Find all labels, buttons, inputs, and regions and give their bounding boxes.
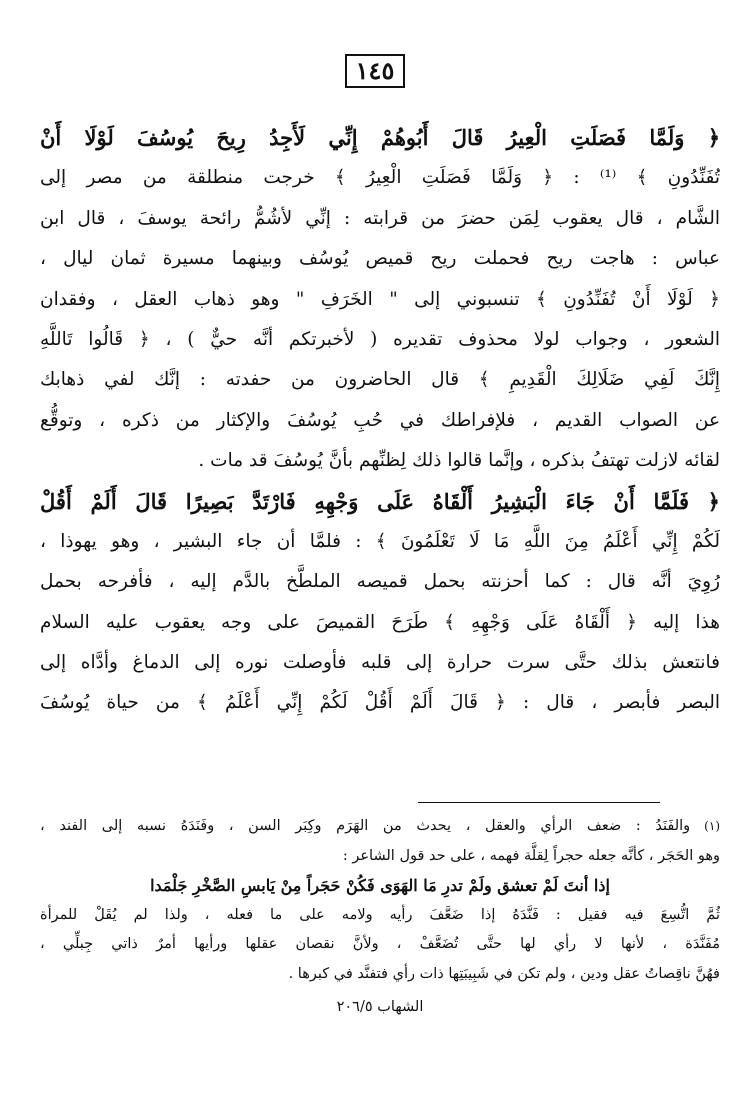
poem-verse: إذا أنتَ لَمْ تعشق ولَمْ تدرِ مَا الهَوَى فَكُنْ حَجَراً مِنْ يَابسِ الصَّخْرِ جَلْمَدا <box>150 876 610 895</box>
text-line: عباس : هاجت ريح فحملت ريح قميص يُوسُف وبينهما مسيرة ثمان ليال ، <box>40 248 720 270</box>
text-line: عن الصواب القديم ، فلإفراطك في حُبِ يُوسُفَ والإكثار من ذكره ، وتوقُّع <box>40 409 720 431</box>
text-line: لَكُمْ إِنِّي أَعْلَمُ مِنَ اللَّهِ مَا لَا تَعْلَمُونَ ﴾ : فلمَّا أن جاء البشير ، وهو يهوذا ، <box>40 530 720 552</box>
text-line: تُفَنِّدُونِ ﴾ ⁽¹⁾ : ﴿ وَلَمَّا فَصَلَتِ الْعِيرُ ﴾ خرجت منطلقة من مصر إلى <box>40 167 720 189</box>
footnote-line: وهو الحَجَر ، كأنَّه جعله حجراً لِقلَّة فهمه ، على حد قول الشاعر : <box>342 847 720 864</box>
verse-line: ﴿ فَلَمَّا أَنْ جَاءَ الْبَشِيرُ أَلْقَاهُ عَلَى وَجْهِهِ فَارْتَدَّ بَصِيرًا قَالَ أَلَمْ أَقُلْ <box>40 488 720 514</box>
text-line: الشعور ، وجواب لولا محذوف تقديره ( لأخبرتكم أنَّه حيٌّ ) ، ﴿ قَالُوا تَاللَّهِ <box>40 328 720 350</box>
text-line: لقائه لازلت تهتفُ بذكره ، وإنَّما قالوا ذلك لِظنِّهم بأنَّ يُوسُفَ قد مات . <box>198 450 720 472</box>
main-text <box>40 118 720 724</box>
text-line: البصر فأبصر ، قال : ﴿ قَالَ أَلَمْ أَقُلْ لَكُمْ إِنِّي أَعْلَمُ ﴾ من حياة يُوسُفَ <box>40 692 720 714</box>
footnote-marker: (١) <box>704 819 720 833</box>
text-line: ﴿ لَوْلَا أَنْ تُفَنِّدُونِ ﴾ تنسبوني إلى " الخَرَفِ " وهو ذهاب العقل ، وفقدان <box>40 288 720 310</box>
text-line: فانتعش بذلك حتَّى سرت حرارة إلى قلبه فأوصلت نوره إلى الدماغ وأدَّاه إلى <box>40 652 720 674</box>
footnotes <box>40 812 720 1023</box>
footnote-line: ثُمَّ اتُّسِعَ فيه فقيل : فَنَّدَهُ إذا ضَعَّفَ رأيه ولامه على ما فعله ، ولذا لم يُقَلْ للمرأة <box>40 906 720 923</box>
verse-line: ﴿ وَلَمَّا فَصَلَتِ الْعِيرُ قَالَ أَبُوهُمْ إِنِّي لَأَجِدُ رِيحَ يُوسُفَ لَوْلَا أَنْ <box>40 125 720 150</box>
text-line: الشَّام ، قال يعقوب لِمَن حضرَ من قرابته : إنِّي لأشُمُّ رائحة يوسفَ ، قال ابن <box>40 207 720 229</box>
footnote-text: والفَنَدُ : ضعف الرأي والعقل ، يحدث من الهَرَم وكِبَر السن ، وفَنَدَهُ نسبه إلى الفند ، <box>40 818 691 834</box>
footnote-line <box>40 812 720 842</box>
footnote-source: الشهاب ٢٠٦/٥ <box>336 999 424 1015</box>
text-line: إِنَّكَ لَفِي ضَلَالِكَ الْقَدِيمِ ﴾ قال الحاضرون من حفدته : إنَّك لفي ذهابك <box>40 369 720 391</box>
text-line: هذا إليه ﴿ أَلْقَاهُ عَلَى وَجْهِهِ ﴾ طَرَحَ القميصَ على وجه يعقوب عليه السلام <box>40 611 720 633</box>
footnote-line: فهُنَّ ناقِصاتُ عقل ودين ، ولم تكن في شَبِيبَتِها ذات رأي فتفنَّد في كبرها . <box>288 965 720 982</box>
page-number: ١٤٥ <box>345 54 405 88</box>
footnote-separator <box>418 802 660 803</box>
footnote-line: مُفَنَّدَة ، لأنها لا رأي لها حتَّى تُضَعَّفْ ، ولأنَّ نقصان عقلها ورأيها أمرٌ ذاتي جِبلِّي ، <box>40 936 720 952</box>
text-line: رُوِيَ أنَّه قال : كما أحزنته بحمل قميصه الملطَّخ بالدَّم إليه ، فأفرحه بحمل <box>40 571 720 593</box>
